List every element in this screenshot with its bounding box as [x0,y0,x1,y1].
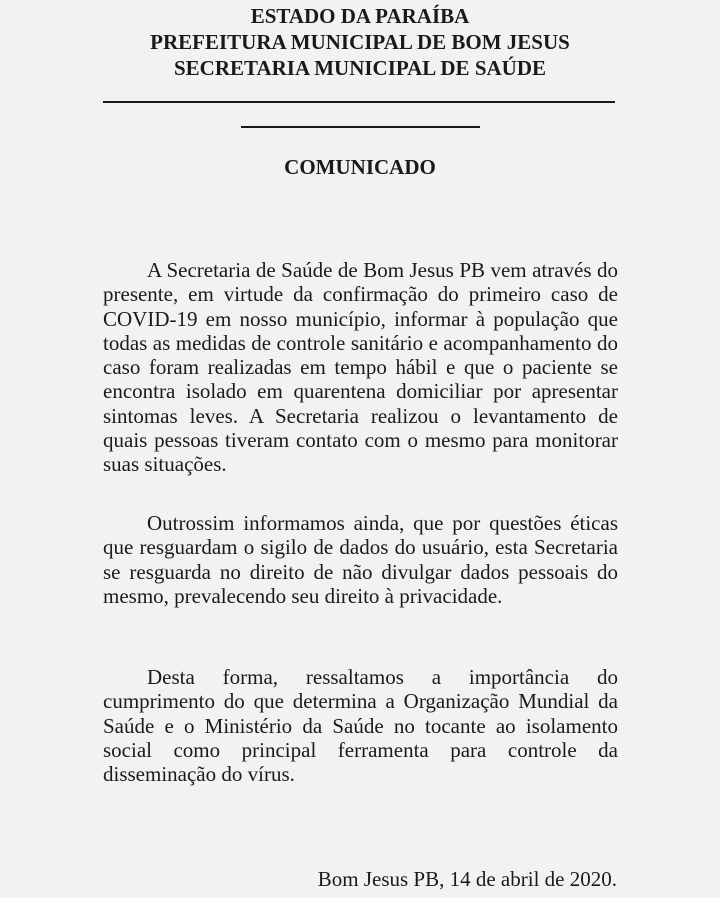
divider-long [103,101,615,103]
header-secretariat: SECRETARIA MUNICIPAL DE SAÚDE [173,56,547,80]
letterhead [0,3,720,81]
paragraph-2: Outrossim informamos ainda, que por questões éticas que resguardam o sigilo de dados do usuário, esta Secretaria se resguarda no direito de não divulgar dados pessoais do mesmo, prevalecendo seu direito à privacidade. [103,511,618,608]
document-title: COMUNICADO [284,155,436,179]
divider-short [241,126,480,128]
paragraph-3: Desta forma, ressaltamos a importância do cumprimento do que determina a Organização Mundial da Saúde e o Ministério da Saúde no tocante ao isolamento social como principal ferramenta para controle da disseminação do vírus. [103,665,618,787]
header-prefecture: PREFEITURA MUNICIPAL DE BOM JESUS [150,30,570,54]
place-and-date: Bom Jesus PB, 14 de abril de 2020. [317,867,617,891]
paragraph-1: A Secretaria de Saúde de Bom Jesus PB vem através do presente, em virtude da confirmação do primeiro caso de COVID-19 em nosso município, informar à população que todas as medidas de controle sanitário e acompanhamento do caso foram realizadas em tempo hábil e que o paciente se encontra isolado em quarentena domiciliar por apresentar sintomas leves. A Secretaria realizou o levantamento de quais pessoas tiveram contato com o mesmo para monitorar suas situações. [103,258,618,477]
header-state: ESTADO DA PARAÍBA [250,4,470,28]
